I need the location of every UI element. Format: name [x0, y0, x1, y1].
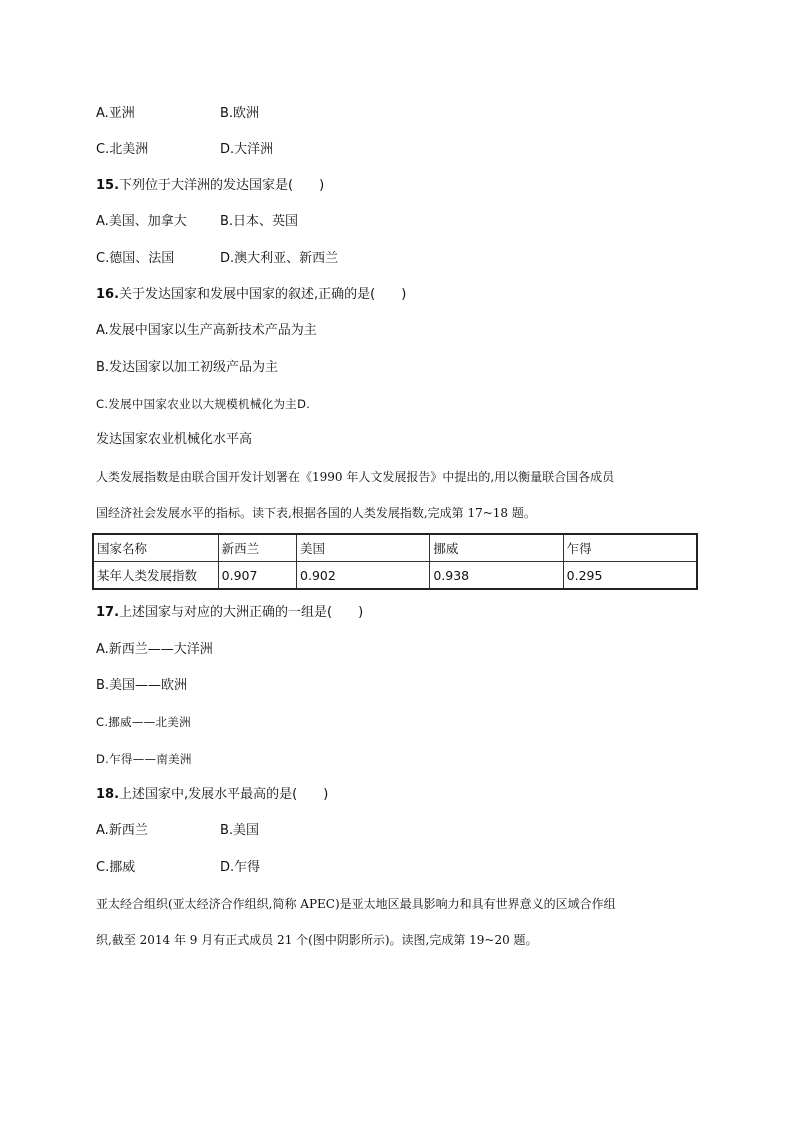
- q14-option-d: D.大洋洲: [220, 142, 274, 157]
- q15-option-a: A.美国、加拿大: [96, 214, 187, 229]
- q18-options-row-2: [96, 859, 260, 877]
- q18-options-row-1: [96, 822, 259, 840]
- q18-option-d: D.乍得: [220, 860, 261, 875]
- q14-option-a: A.亚洲: [96, 106, 135, 121]
- q17-option-b: B.美国——欧洲: [96, 678, 188, 693]
- hdi-header-new-zealand: 新西兰: [218, 534, 296, 562]
- q17-option-c: C.挪威——北美洲: [96, 715, 191, 729]
- q18-option-a: A.新西兰: [96, 823, 148, 838]
- q18-stem-text: 上述国家中,发展水平最高的是( ): [119, 787, 329, 802]
- q17-option-d: D.乍得——南美洲: [96, 752, 192, 766]
- q16-stem: [96, 286, 406, 304]
- q17-number: 17.: [96, 605, 120, 620]
- q16-stem-text: 关于发达国家和发展中国家的叙述,正确的是( ): [119, 287, 407, 302]
- hdi-passage-line-2: 国经济社会发展水平的指标。读下表,根据各国的人类发展指数,完成第 17~18 题。: [96, 506, 536, 520]
- q14-option-c: C.北美洲: [96, 142, 149, 157]
- hdi-value-new-zealand: 0.907: [218, 562, 296, 590]
- q18-number: 18.: [96, 787, 120, 802]
- hdi-header-country: 国家名称: [93, 534, 218, 562]
- hdi-table: [92, 533, 698, 590]
- hdi-value-chad: 0.295: [563, 562, 697, 590]
- hdi-row-label: 某年人类发展指数: [93, 562, 218, 590]
- q16-option-a: A.发展中国家以生产高新技术产品为主: [96, 323, 317, 338]
- q14-options-row-2: [96, 141, 273, 159]
- q17-option-a: A.新西兰——大洋洲: [96, 642, 213, 657]
- q16-option-c: C.发展中国家农业以大规模机械化为主D.: [96, 397, 311, 411]
- q18-option-b: B.美国: [220, 823, 260, 838]
- q15-options-row-2: [96, 250, 338, 268]
- q17-stem: [96, 604, 363, 622]
- q15-options-row-1: [96, 213, 298, 231]
- q15-stem: [96, 177, 324, 195]
- apec-passage-line-1: 亚太经合组织(亚太经济合作组织,简称 APEC)是亚太地区最具影响力和具有世界意义的区域合作组: [96, 897, 616, 911]
- q16-number: 16.: [96, 287, 120, 302]
- q15-option-d: D.澳大利亚、新西兰: [220, 251, 339, 266]
- hdi-header-usa: 美国: [297, 534, 430, 562]
- hdi-value-usa: 0.902: [297, 562, 430, 590]
- q16-option-d: 发达国家农业机械化水平高: [96, 432, 253, 447]
- q15-option-c: C.德国、法国: [96, 251, 175, 266]
- q15-option-b: B.日本、英国: [220, 214, 299, 229]
- apec-passage-line-2: 织,截至 2014 年 9 月有正式成员 21 个(图中阴影所示)。读图,完成第 19~20 题。: [96, 933, 538, 947]
- hdi-value-norway: 0.938: [430, 562, 563, 590]
- q16-option-b: B.发达国家以加工初级产品为主: [96, 360, 279, 375]
- q18-stem: [96, 786, 328, 804]
- hdi-header-chad: 乍得: [563, 534, 697, 562]
- q14-options-row-1: [96, 105, 259, 123]
- hdi-table-row: [93, 562, 697, 590]
- q17-stem-text: 上述国家与对应的大洲正确的一组是( ): [119, 605, 364, 620]
- q15-stem-text: 下列位于大洋洲的发达国家是( ): [119, 178, 325, 193]
- hdi-passage-line-1: 人类发展指数是由联合国开发计划署在《1990 年人文发展报告》中提出的,用以衡量联合国各成员: [96, 470, 615, 484]
- hdi-table-header-row: [93, 534, 697, 562]
- q18-option-c: C.挪威: [96, 860, 136, 875]
- hdi-header-norway: 挪威: [430, 534, 563, 562]
- q14-option-b: B.欧洲: [220, 106, 260, 121]
- q15-number: 15.: [96, 178, 120, 193]
